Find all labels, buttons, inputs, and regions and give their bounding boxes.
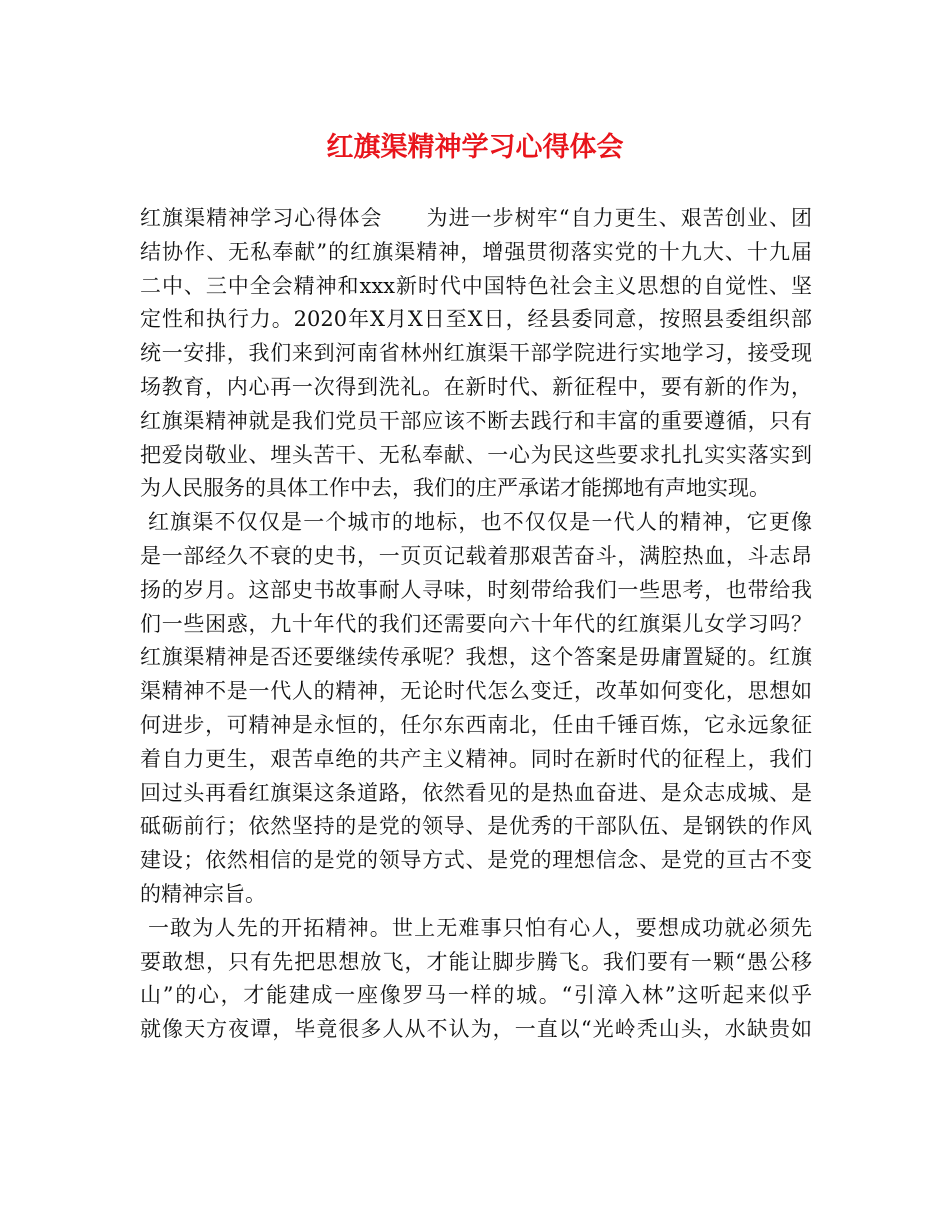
text-line: 何进步，可精神是永恒的，任尔东西南北，任由千锤百炼，它永远象征	[140, 712, 812, 737]
text-line: 一敢为人先的开拓精神。世上无难事只怕有心人，要想成功就必须先	[148, 915, 812, 940]
text-line: 二中、三中全会精神和xxx新时代中国特色社会主义思想的自觉性、坚	[140, 273, 812, 298]
document-body	[140, 202, 812, 1047]
text-line: 着自力更生，艰苦卓绝的共产主义精神。同时在新时代的征程上，我们	[140, 746, 812, 771]
text-line: 山”的心，才能建成一座像罗马一样的城。“引漳入林”这听起来似乎	[140, 983, 812, 1008]
text-line: 为人民服务的具体工作中去，我们的庄严承诺才能掷地有声地实现。	[140, 476, 770, 501]
text-line: 把爱岗敬业、埋头苦干、无私奉献、一心为民这些要求扎扎实实落实到	[140, 442, 812, 467]
text-line: 的精神宗旨。	[140, 881, 266, 906]
text-line: 扬的岁月。这部史书故事耐人寻味，时刻带给我们一些思考，也带给我	[140, 577, 812, 602]
text-line: 们一些困惑，九十年代的我们还需要向六十年代的红旗渠儿女学习吗？	[140, 611, 812, 636]
text-line: 统一安排，我们来到河南省林州红旗渠干部学院进行实地学习，接受现	[140, 341, 812, 366]
text-line: 红旗渠不仅仅是一个城市的地标，也不仅仅是一代人的精神，它更像	[148, 510, 812, 535]
text-line: 要敢想，只有先把思想放飞，才能让脚步腾飞。我们要有一颗“愚公移	[140, 949, 812, 974]
text-line: 定性和执行力。2020年X月X日至X日，经县委同意，按照县委组织部	[140, 307, 812, 332]
text-line: 就像天方夜谭，毕竟很多人从不认为，一直以“光岭秃山头，水缺贵如	[140, 1017, 812, 1042]
text-line: 场教育，内心再一次得到洗礼。在新时代、新征程中，要有新的作为，	[140, 374, 812, 399]
text-line: 结协作、无私奉献”的红旗渠精神，增强贯彻落实党的十九大、十九届	[140, 239, 812, 264]
text-line: 建设；依然相信的是党的领导方式、是党的理想信念、是党的亘古不变	[140, 848, 812, 873]
text-line: 红旗渠精神就是我们党员干部应该不断去践行和丰富的重要遵循，只有	[140, 408, 812, 433]
text-line: 红旗渠精神学习心得体会 为进一步树牢“自力更生、艰苦创业、团	[140, 206, 812, 230]
text-line: 是一部经久不衰的史书，一页页记载着那艰苦奋斗，满腔热血，斗志昂	[140, 543, 812, 568]
text-line: 红旗渠精神是否还要继续传承呢？我想，这个答案是毋庸置疑的。红旗	[140, 645, 812, 670]
document-title: 红旗渠精神学习心得体会	[326, 132, 624, 163]
text-line: 砥砺前行；依然坚持的是党的领导、是优秀的干部队伍、是钢铁的作风	[140, 814, 812, 839]
text-line: 渠精神不是一代人的精神，无论时代怎么变迁，改革如何变化，思想如	[140, 679, 812, 704]
text-line: 回过头再看红旗渠这条道路，依然看见的是热血奋进、是众志成城、是	[140, 780, 812, 805]
